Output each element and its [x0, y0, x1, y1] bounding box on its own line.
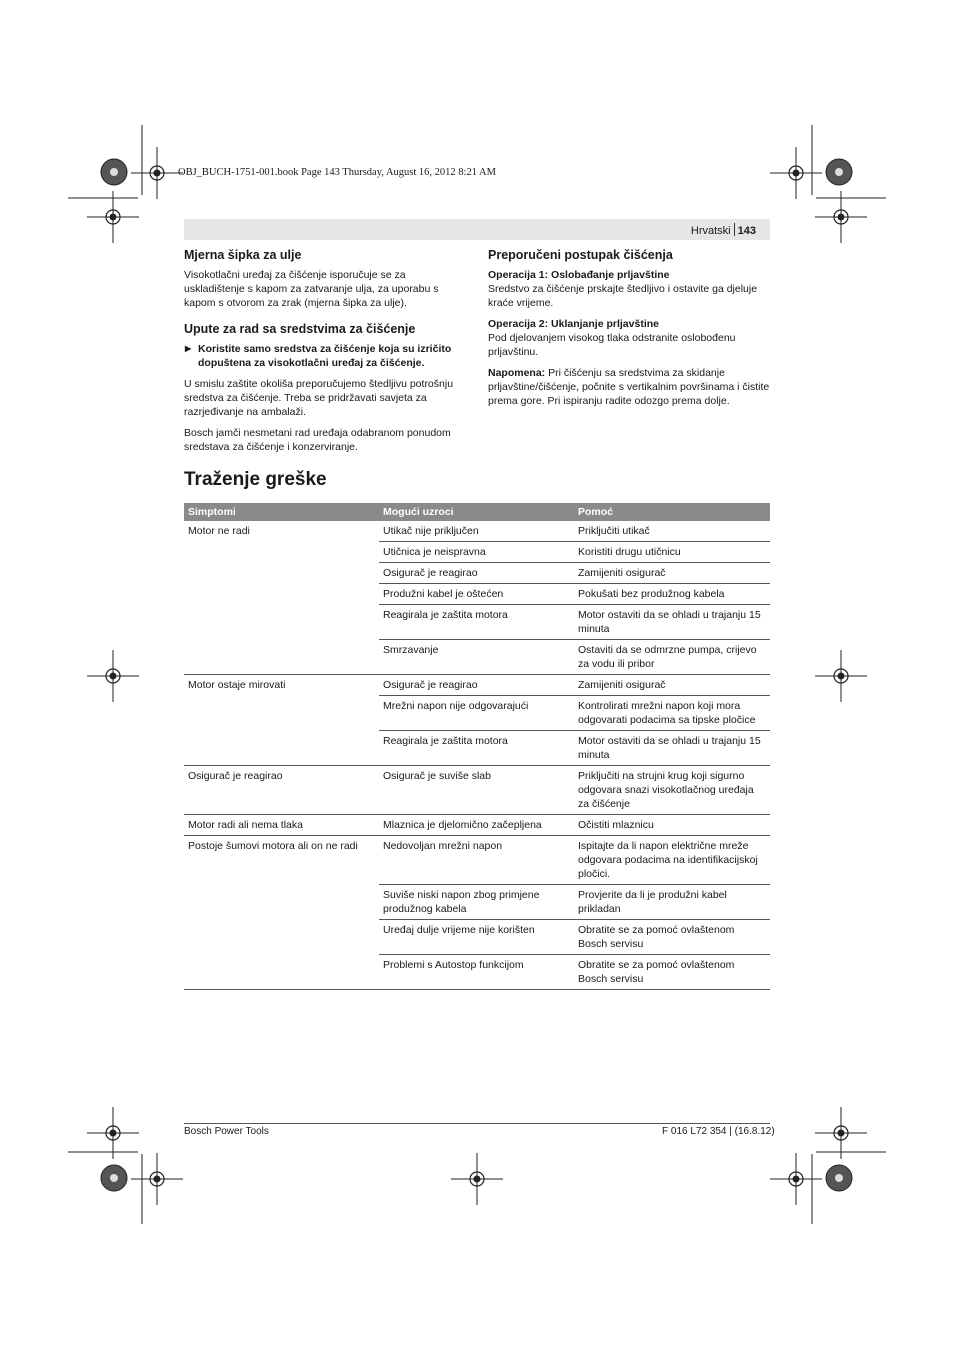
column-header: Mogući uzroci [379, 503, 574, 521]
cause-cell: Osigurač je reagirao [379, 675, 574, 696]
print-info: OBJ_BUCH-1751-001.book Page 143 Thursday, August 16, 2012 8:21 AM [178, 167, 496, 178]
remedy-cell: Kontrolirati mrežni napon koji mora odgovarati podacima sa tipske pločice [574, 696, 770, 731]
symptom-cell: Motor ostaje mirovati [184, 675, 379, 766]
table-row [184, 521, 770, 542]
cause-cell: Osigurač je reagirao [379, 563, 574, 584]
operation-2-text: Pod djelovanjem visokog tlaka odstranite oslobođenu prljavštinu. [488, 332, 736, 358]
remedy-cell: Pokušati bez produžnog kabela [574, 584, 770, 605]
table-row [184, 815, 770, 836]
symptom-cell: Postoje šumovi motora ali on ne radi [184, 836, 379, 990]
table-row [184, 675, 770, 696]
remedy-cell: Očistiti mlaznicu [574, 815, 770, 836]
header-language: Hrvatski [690, 225, 731, 237]
warning-bullet: ▶ Koristite samo sredstva za čišćenje koja su izričito dopuštena za visokotlačni uređaj za čišćenje. [184, 342, 467, 370]
paragraph: Bosch jamči nesmetani rad uređaja odabranom ponudom sredstava za čišćenje i konzerviranje. [184, 427, 451, 453]
remedy-cell: Obratite se za pomoć ovlaštenom Bosch servisu [574, 920, 770, 955]
troubleshooting-title: Traženje greške [184, 469, 327, 490]
footer-divider [184, 1123, 770, 1124]
footer-brand: Bosch Power Tools [184, 1126, 269, 1137]
table-row [184, 836, 770, 885]
remedy-cell: Zamijeniti osigurač [574, 563, 770, 584]
column-header: Pomoć [574, 503, 770, 521]
cause-cell: Uređaj dulje vrijeme nije korišten [379, 920, 574, 955]
cause-cell: Suviše niski napon zbog primjene produžnog kabela [379, 885, 574, 920]
left-column [184, 248, 467, 461]
remedy-cell: Priključiti utikač [574, 521, 770, 542]
remedy-cell: Motor ostaviti da se ohladi u trajanju 15 minuta [574, 731, 770, 766]
right-column [488, 248, 770, 415]
symptom-cell: Motor ne radi [184, 521, 379, 675]
table-row [184, 766, 770, 815]
operation-2-title: Operacija 2: Uklanjanje prljavštine [488, 318, 659, 330]
cause-cell: Osigurač je suviše slab [379, 766, 574, 815]
cause-cell: Problemi s Autostop funkcijom [379, 955, 574, 990]
cause-cell: Reagirala je zaštita motora [379, 605, 574, 640]
note-label: Napomena: [488, 367, 546, 379]
troubleshooting-table [184, 503, 770, 990]
table-header-row [184, 503, 770, 521]
column-header: Simptomi [184, 503, 379, 521]
section-title-oil-dipstick: Mjerna šipka za ulje [184, 248, 302, 262]
symptom-cell: Motor radi ali nema tlaka [184, 815, 379, 836]
cause-cell: Utikač nije priključen [379, 521, 574, 542]
remedy-cell: Obratite se za pomoć ovlaštenom Bosch servisu [574, 955, 770, 990]
page-header [184, 219, 770, 240]
note [488, 366, 770, 408]
cause-cell: Mlaznica je djelomično začepljena [379, 815, 574, 836]
note-text: Pri čišćenju sa sredstvima za skidanje prljavštine/čišćenje, počnite s vertikalnim površinama i čistite prema gore. Pri ispiranju radite odozgo prema dolje. [488, 367, 770, 407]
remedy-cell: Motor ostaviti da se ohladi u trajanju 15 minuta [574, 605, 770, 640]
paragraph: Visokotlačni uređaj za čišćenje isporučuje se za uskladištenje s kapom za zatvaranje ulja, za uporabu s kapom s otvorom za zrak (mjerna šipka za ulje). [184, 269, 439, 309]
remedy-cell: Priključiti na strujni krug koji sigurno odgovara snazi visokotlačnog uređaja za čišćenje [574, 766, 770, 815]
cause-cell: Smrzavanje [379, 640, 574, 675]
paragraph: U smislu zaštite okoliša preporučujemo štedljivu potrošnju sredstva za čišćenje. Treba se pridržavati savjeta za razrjeđivanje na ambalaži. [184, 378, 454, 418]
section-title-cleaning-procedure: Preporučeni postupak čišćenja [488, 248, 673, 262]
remedy-cell: Ostaviti da se odmrzne pumpa, crijevo za vodu ili pribor [574, 640, 770, 675]
remedy-cell: Zamijeniti osigurač [574, 675, 770, 696]
cause-cell: Produžni kabel je oštećen [379, 584, 574, 605]
page-number: 143 [737, 225, 756, 237]
footer-doc-id: F 016 L72 354 | (16.8.12) [662, 1126, 775, 1137]
remedy-cell: Koristiti drugu utičnicu [574, 542, 770, 563]
cause-cell: Reagirala je zaštita motora [379, 731, 574, 766]
section-title-cleaning-agents: Upute za rad sa sredstvima za čišćenje [184, 322, 416, 336]
remedy-cell: Provjerite da li je produžni kabel prikladan [574, 885, 770, 920]
remedy-cell: Ispitajte da li napon električne mreže odgovara podacima na identifikacijskoj pločici. [574, 836, 770, 885]
cause-cell: Nedovoljan mrežni napon [379, 836, 574, 885]
cause-cell: Utičnica je neispravna [379, 542, 574, 563]
operation-1-text: Sredstvo za čišćenje prskajte štedljivo i ostavite ga djeluje kraće vrijeme. [488, 283, 758, 309]
operation-1-title: Operacija 1: Oslobađanje prljavštine [488, 269, 670, 281]
cause-cell: Mrežni napon nije odgovarajući [379, 696, 574, 731]
symptom-cell: Osigurač je reagirao [184, 766, 379, 815]
